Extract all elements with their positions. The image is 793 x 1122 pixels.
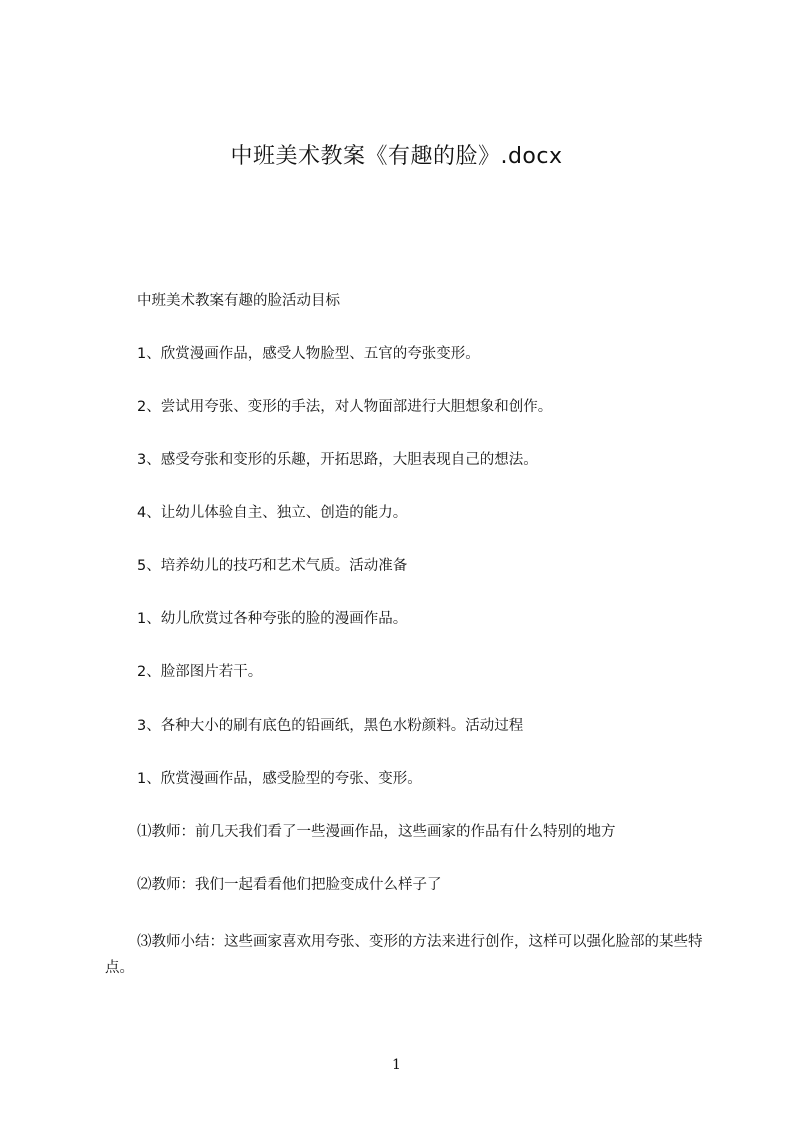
paragraph-objectives-heading: 中班美术教案有趣的脸活动目标	[137, 293, 340, 309]
paragraph-preparation-2: 2、脸部图片若干。	[137, 664, 263, 680]
paragraph-process-1-b: ⑵教师：我们一起看看他们把脸变成什么样子了	[137, 877, 442, 893]
page-number: 1	[392, 1057, 401, 1073]
paragraph-process-1-a: ⑴教师：前几天我们看了一些漫画作品，这些画家的作品有什么特别的地方	[137, 824, 616, 840]
paragraph-objective-2: 2、尝试用夸张、变形的手法，对人物面部进行大胆想象和创作。	[137, 399, 553, 415]
paragraph-process-1: 1、欣赏漫画作品，感受脸型的夸张、变形。	[137, 771, 422, 787]
document-title: 中班美术教案《有趣的脸》.docx	[230, 144, 563, 169]
paragraph-preparation-3: 3、各种大小的刷有底色的铅画纸，黑色水粉颜料。活动过程	[137, 718, 524, 734]
paragraph-objective-1: 1、欣赏漫画作品，感受人物脸型、五官的夸张变形。	[137, 346, 480, 362]
paragraph-objective-5: 5、培养幼儿的技巧和艺术气质。活动准备	[137, 558, 408, 574]
paragraph-objective-3: 3、感受夸张和变形的乐趣，开拓思路，大胆表现自己的想法。	[137, 452, 538, 468]
paragraph-preparation-1: 1、幼儿欣赏过各种夸张的脸的漫画作品。	[137, 611, 408, 627]
paragraph-process-1-c: ⑶教师小结：这些画家喜欢用夸张、变形的方法来进行创作，这样可以强化脸部的某些特点。	[105, 934, 703, 976]
paragraph-objective-4: 4、让幼儿体验自主、独立、创造的能力。	[137, 505, 408, 521]
